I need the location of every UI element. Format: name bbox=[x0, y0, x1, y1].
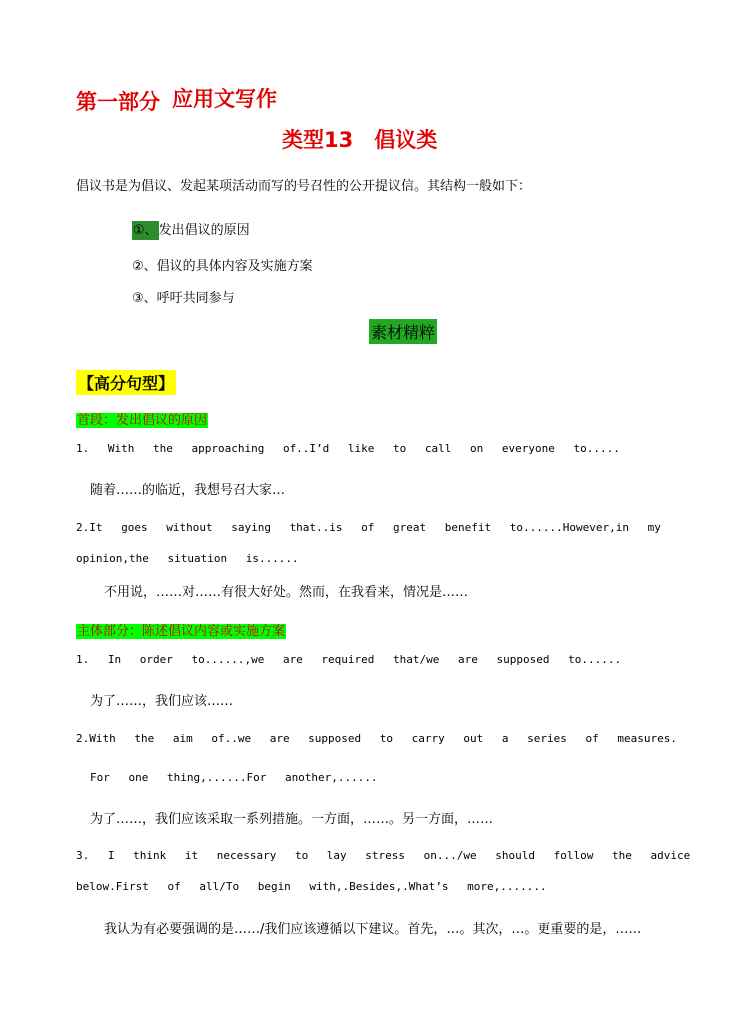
sentence-zh: 为了……，我们应该…… bbox=[90, 694, 234, 709]
sentence-en: 1. In order to......,we are required that/we are supposed to...... bbox=[76, 653, 622, 666]
section-label-opening bbox=[76, 409, 208, 428]
sentence-en: opinion,the situation is...... bbox=[76, 552, 299, 565]
intro-text: 倡议书是为倡议、发起某项活动而写的号召性的公开提议信。其结构一般如下： bbox=[76, 179, 532, 194]
sentence-en: below.First of all/To begin with,.Besides,.What’s more,....... bbox=[76, 880, 547, 893]
sentence-en: 3. I think it necessary to lay stress on.../we should follow the advice bbox=[76, 849, 691, 862]
sentence-zh: 不用说，……对……有很大好处。然而，在我看来，情况是…… bbox=[104, 585, 469, 600]
structure-num-2: ②、 bbox=[132, 259, 157, 274]
part-title: 第一部分 bbox=[76, 90, 160, 114]
section-label-body bbox=[76, 620, 286, 639]
structure-num-3: ③、 bbox=[132, 291, 157, 306]
material-heading: 素材精粹 bbox=[369, 319, 437, 344]
structure-item-3 bbox=[132, 287, 235, 306]
sentence-en: 2.With the aim of..we are supposed to carry out a series of measures. bbox=[76, 732, 677, 745]
sentence-zh: 为了……，我们应该采取一系列措施。一方面，……。另一方面，…… bbox=[90, 812, 494, 827]
section-heading: 【高分句型】 bbox=[76, 370, 176, 395]
sentence-zh: 我认为有必要强调的是……/我们应该遵循以下建议。首先，…。其次，…。更重要的是，…… bbox=[104, 922, 642, 937]
structure-num-1: ①、 bbox=[133, 223, 158, 238]
sentence-zh: 随着……的临近，我想号召大家… bbox=[90, 483, 286, 498]
sentence-en: For one thing,......For another,...... bbox=[90, 771, 378, 784]
structure-text-1: 发出倡议的原因 bbox=[158, 223, 250, 238]
structure-text-3: 呼吁共同参与 bbox=[156, 291, 235, 306]
part-title-line bbox=[76, 86, 277, 116]
section-label: 主体部分：陈述倡议内容或实施方案 bbox=[77, 624, 286, 639]
sentence-en: 1. With the approaching of..I’d like to call on everyone to..... bbox=[76, 442, 620, 455]
part-subtitle: 应用文写作 bbox=[172, 87, 277, 111]
type-title: 类型13 倡议类 bbox=[282, 128, 438, 152]
sentence-en: 2.It goes without saying that..is of great benefit to......However,in my bbox=[76, 521, 661, 534]
structure-text-2: 倡议的具体内容及实施方案 bbox=[156, 259, 313, 274]
structure-item-2 bbox=[132, 255, 313, 274]
structure-item-1 bbox=[132, 219, 250, 238]
section-label: 首段：发出倡议的原因 bbox=[77, 413, 208, 428]
